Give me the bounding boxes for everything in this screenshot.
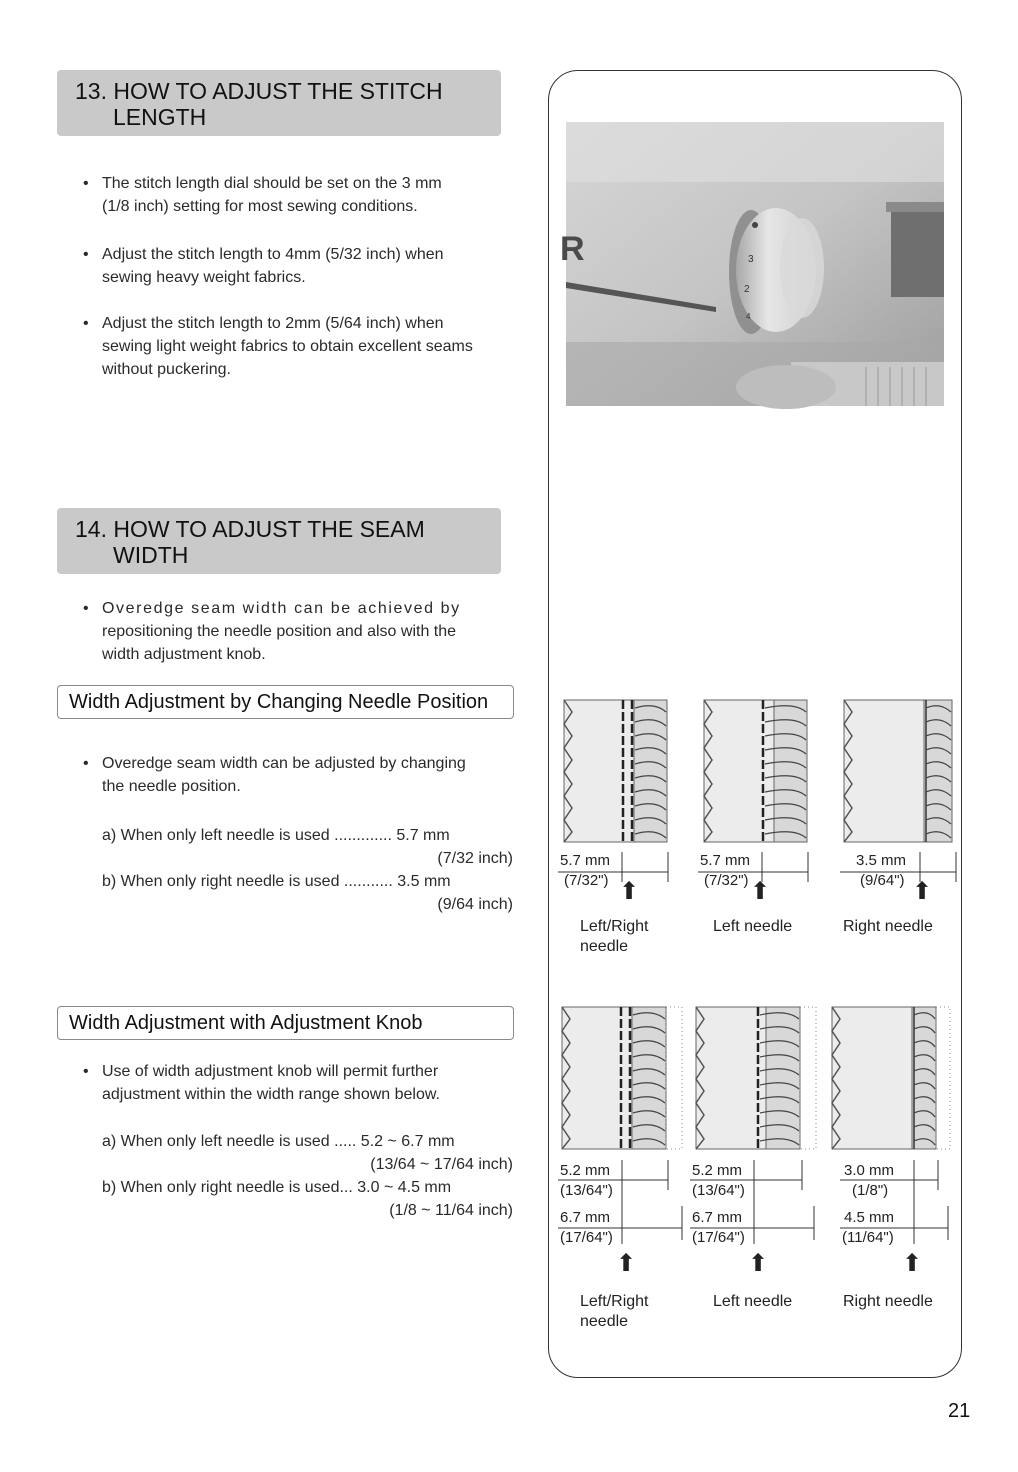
bottom-meas-2-mm2: 6.7 mm [692,1209,743,1226]
top-meas-1 [558,852,674,912]
needle-position-subtitle: Width Adjustment by Changing Needle Position [57,685,514,719]
section-13-title-line2: LENGTH [113,104,207,130]
section-14-title [57,508,501,574]
bottom-meas-1-inch2: (17/64") [560,1229,613,1246]
bottom-caption-left-needle: Left needle [713,1293,793,1310]
arrow-up-icon: ⬆ [619,878,640,905]
bottom-meas-2-mm1: 5.2 mm [692,1162,743,1179]
bullet-dot-icon: • [83,315,89,332]
top-meas-3-inch: (9/64") [860,872,905,889]
bottom-caption-right-needle: Right needle [843,1293,933,1310]
bottom-meas-2 [690,1160,816,1280]
top-meas-2 [698,852,814,912]
knob-diagram-left-right-needle [558,1005,684,1153]
brand-letter: R [560,230,585,268]
spec-knob-left-needle: a) When only left needle is used ..... 5.2 ~ 6.7 mm [102,1133,455,1150]
top-meas-2-mm: 5.7 mm [700,852,751,869]
arrow-up-icon: ⬆ [750,878,771,905]
top-meas-1-mm: 5.7 mm [560,852,611,869]
stitch-length-bullet-2: • Adjust the stitch length to 4mm (5/32 inch) when sewing heavy weight fabrics. [102,243,517,289]
bottom-meas-1-inch1: (13/64") [560,1182,613,1199]
top-caption-left-right-needle: Left/Right needle [580,918,649,955]
bottom-meas-3-inch2: (11/64") [842,1229,894,1246]
top-meas-1-inch: (7/32") [564,872,609,889]
stitch-length-bullet-3: • Adjust the stitch length to 2mm (5/64 inch) when sewing light weight fabrics to obtain excellent seams without puckering. [102,312,517,381]
arrow-up-icon: ⬆ [616,1250,637,1277]
dial-indicator-icon [752,222,758,228]
dial-mark-3: 3 [748,254,754,265]
top-meas-3-mm: 3.5 mm [856,852,907,869]
arrow-up-icon: ⬆ [902,1250,923,1277]
stitch-length-bullet-1: • The stitch length dial should be set on the 3 mm (1/8 inch) setting for most sewing conditions. [102,172,517,218]
spec-knob-right-needle: b) When only right needle is used... 3.0 ~ 4.5 mm [102,1179,452,1196]
bullet-dot-icon: • [83,1063,89,1080]
spec-left-needle-inch: (7/32 inch) [437,850,513,867]
stitch-length-dial-photo [560,122,944,406]
spec-knob-left-needle-inch: (13/64 ~ 17/64 inch) [370,1156,513,1173]
bottom-meas-3-mm1: 3.0 mm [844,1162,895,1179]
needle-position-specs [102,824,513,916]
adjustment-knob-specs [102,1130,513,1222]
seam-diagram-left-right-needle [560,698,675,846]
bullet-dot-icon: • [83,755,89,772]
top-meas-2-inch: (7/32") [704,872,749,889]
seam-diagram-left-needle [700,698,815,846]
bottom-caption-left-right-needle: Left/Right needle [580,1293,649,1330]
top-caption-right-needle: Right needle [843,918,933,935]
seam-diagram-right-needle [840,698,955,846]
adjustment-knob-bullet: • Use of width adjustment knob will permit further adjustment within the width range shown below. [102,1060,517,1106]
spec-left-needle: a) When only left needle is used ............. 5.7 mm [102,827,450,844]
arrow-up-icon: ⬆ [912,878,933,905]
section-13-title [57,70,501,136]
top-caption-left-needle: Left needle [713,918,793,935]
spec-right-needle: b) When only right needle is used ........... 3.5 mm [102,873,451,890]
knob-diagram-right-needle [828,1005,954,1153]
bottom-meas-1-mm1: 5.2 mm [560,1162,611,1179]
bottom-meas-2-inch2: (17/64") [692,1229,745,1246]
seam-width-intro: • Overedge seam width can be achieved by repositioning the needle position and also with the width adjustment knob. [102,597,514,666]
spec-knob-right-needle-inch: (1/8 ~ 11/64 inch) [389,1202,513,1219]
needle-position-bullet: • Overedge seam width can be adjusted by changing the needle position. [102,752,517,798]
section-14-title-line1: 14. HOW TO ADJUST THE SEAM [75,516,425,542]
top-meas-3 [840,852,960,912]
bottom-meas-2-inch1: (13/64") [692,1182,745,1199]
bullet-dot-icon: • [83,175,89,192]
bottom-meas-1 [558,1160,684,1280]
section-14-title-line2: WIDTH [113,542,189,568]
dial-mark-2: 2 [744,284,750,295]
section-13-title-line1: 13. HOW TO ADJUST THE STITCH [75,78,443,104]
spec-right-needle-inch: (9/64 inch) [437,896,513,913]
knob-diagram-left-needle [692,1005,818,1153]
bottom-meas-3 [840,1160,956,1280]
bottom-meas-3-mm2: 4.5 mm [844,1209,895,1226]
arrow-up-icon: ⬆ [748,1250,769,1277]
dial-mark-4: 4 [746,312,751,321]
bullet-dot-icon: • [83,246,89,263]
page-number: 21 [948,1400,971,1422]
adjustment-knob-subtitle: Width Adjustment with Adjustment Knob [57,1006,514,1040]
bullet-dot-icon: • [83,600,89,617]
bottom-meas-3-inch1: (1/8") [852,1182,889,1199]
bottom-meas-1-mm2: 6.7 mm [560,1209,611,1226]
